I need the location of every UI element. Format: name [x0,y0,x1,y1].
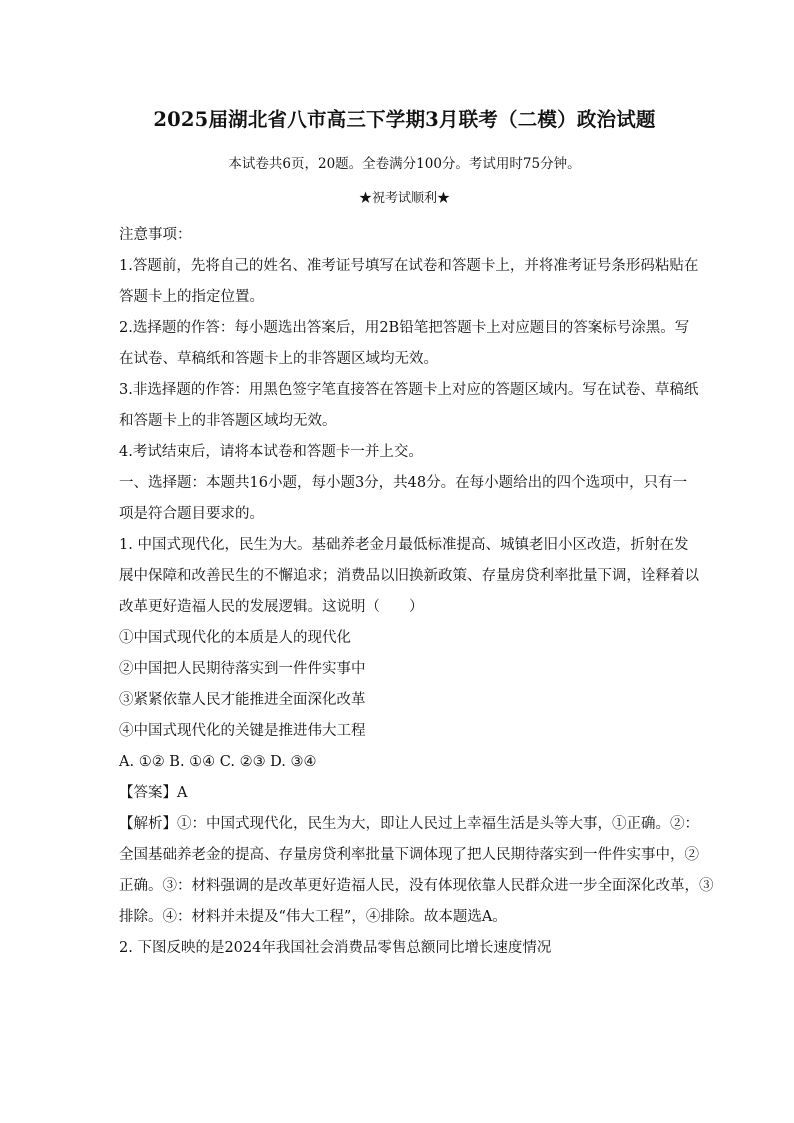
notice-item-2-line-1: 2.选择题的作答：每小题选出答案后，用2B铅笔把答题卡上对应题目的答案标号涂黑。写 [119,320,690,336]
question-1-stem-line-3: 改革更好造福人民的发展逻辑。这说明（ ） [119,599,424,615]
notice-heading: 注意事项： [119,227,192,243]
question-1-statement-1: ①中国式现代化的本质是人的现代化 [119,630,351,646]
notice-item-1-line-2: 答题卡上的指定位置。 [119,289,264,305]
question-2-stem-line-1: 2. 下图反映的是2024年我国社会消费品零售总额同比增长速度情况 [119,940,552,956]
exam-info: 本试卷共6页，20题。全卷满分100分。考试用时75分钟。 [228,156,581,172]
section-1-header [119,468,690,530]
question-1-stem-line-2: 展中保障和改善民生的不懈追求；消费品以旧换新政策、存量房贷利率批量下调，诠释着以 [119,568,699,584]
question-1-answer: 【答案】A [119,785,188,801]
question-1-statement-3: ③紧紧依靠人民才能推进全面深化改革 [119,692,366,708]
question-1-analysis-line-3: 正确。③：材料强调的是改革更好造福人民，没有体现依靠人民群众进一步全面深化改革，③ [119,878,714,894]
question-1-analysis-line-1: 【解析】①：中国式现代化，民生为大，即让人民过上幸福生活是头等大事，①正确。②： [119,816,699,832]
section-1-line-2: 项是符合题目要求的。 [119,506,264,522]
good-luck-note: ★祝考试顺利★ [358,191,450,206]
notice-item-4: 4.考试结束后，请将本试卷和答题卡一并上交。 [119,444,423,460]
question-1-statement-4: ④中国式现代化的关键是推进伟大工程 [119,723,366,739]
question-1-statement-2: ②中国把人民期待落实到一件件实事中 [119,661,366,677]
notice-item-3-line-1: 3.非选择题的作答：用黑色签字笔直接答在答题卡上对应的答题区域内。写在试卷、草稿纸 [119,382,699,398]
question-1-analysis-line-2: 全国基础养老金的提高、存量房贷利率批量下调体现了把人民期待落实到一件件实事中，② [119,847,699,863]
question-1-analysis-line-4: 排除。④：材料并未提及“伟大工程”，④排除。故本题选A。 [119,909,507,925]
section-1-line-1: 一、选择题：本题共16小题，每小题3分，共48分。在每小题给出的四个选项中，只有一 [119,475,688,491]
question-2 [119,933,690,964]
question-1 [119,530,714,933]
page-title: 2025届湖北省八市高三下学期3月联考（二模）政治试题 [153,108,656,131]
notice-item-1-line-1: 1.答题前，先将自己的姓名、准考证号填写在试卷和答题卡上，并将准考证号条形码粘贴在 [119,258,699,274]
notice-item-2-line-2: 在试卷、草稿纸和答题卡上的非答题区域均无效。 [119,351,438,367]
notice-item-3-line-2: 和答题卡上的非答题区域均无效。 [119,413,337,429]
question-1-stem-line-1: 1. 中国式现代化，民生为大。基础养老金月最低标准提高、城镇老旧小区改造，折射在发 [119,537,689,553]
notice-section [119,220,699,468]
question-1-choices: A. ①② B. ①④ C. ②③ D. ③④ [119,754,317,770]
